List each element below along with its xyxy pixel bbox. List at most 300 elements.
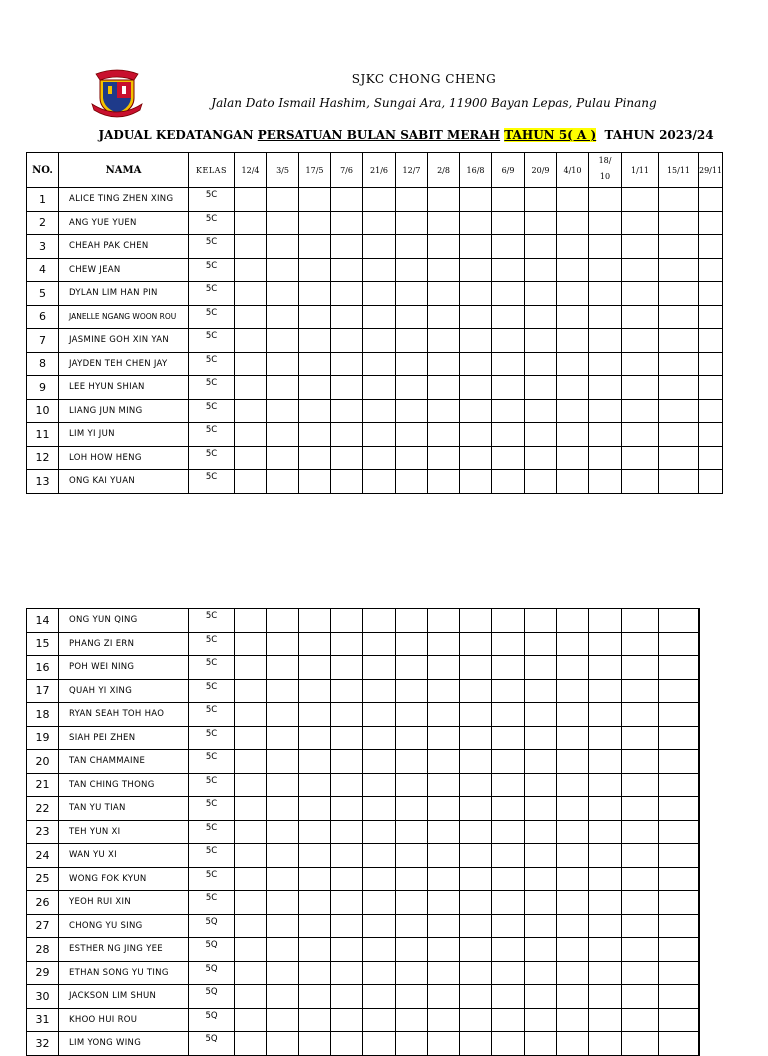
attendance-cell[interactable] [525,235,557,259]
attendance-cell[interactable] [557,188,589,212]
attendance-cell[interactable] [589,773,622,797]
attendance-cell[interactable] [699,797,700,821]
attendance-cell[interactable] [299,867,331,891]
attendance-cell[interactable] [267,305,299,329]
attendance-cell[interactable] [299,1008,331,1032]
attendance-cell[interactable] [622,703,659,727]
attendance-cell[interactable] [659,399,699,423]
attendance-cell[interactable] [557,750,589,774]
attendance-cell[interactable] [396,211,428,235]
attendance-cell[interactable] [267,914,299,938]
attendance-cell[interactable] [525,820,557,844]
attendance-cell[interactable] [428,282,460,306]
attendance-cell[interactable] [525,352,557,376]
attendance-cell[interactable] [659,329,699,353]
attendance-cell[interactable] [267,891,299,915]
attendance-cell[interactable] [525,750,557,774]
attendance-cell[interactable] [699,235,723,259]
attendance-cell[interactable] [557,258,589,282]
attendance-cell[interactable] [622,961,659,985]
attendance-cell[interactable] [331,211,363,235]
attendance-cell[interactable] [267,282,299,306]
attendance-cell[interactable] [267,352,299,376]
attendance-cell[interactable] [659,258,699,282]
attendance-cell[interactable] [460,282,492,306]
attendance-cell[interactable] [299,750,331,774]
attendance-cell[interactable] [557,376,589,400]
attendance-cell[interactable] [331,726,363,750]
attendance-cell[interactable] [460,844,492,868]
attendance-cell[interactable] [460,1008,492,1032]
attendance-cell[interactable] [589,423,622,447]
attendance-cell[interactable] [525,797,557,821]
attendance-cell[interactable] [492,1032,525,1056]
attendance-cell[interactable] [363,961,396,985]
attendance-cell[interactable] [299,797,331,821]
attendance-cell[interactable] [235,820,267,844]
attendance-cell[interactable] [396,446,428,470]
attendance-cell[interactable] [299,470,331,494]
attendance-cell[interactable] [557,1032,589,1056]
attendance-cell[interactable] [492,844,525,868]
attendance-cell[interactable] [235,188,267,212]
attendance-cell[interactable] [659,446,699,470]
attendance-cell[interactable] [525,632,557,656]
attendance-cell[interactable] [659,656,699,680]
attendance-cell[interactable] [299,352,331,376]
attendance-cell[interactable] [235,1008,267,1032]
attendance-cell[interactable] [235,867,267,891]
attendance-cell[interactable] [622,609,659,633]
attendance-cell[interactable] [363,773,396,797]
attendance-cell[interactable] [363,352,396,376]
attendance-cell[interactable] [428,446,460,470]
attendance-cell[interactable] [428,305,460,329]
attendance-cell[interactable] [699,632,700,656]
attendance-cell[interactable] [557,726,589,750]
attendance-cell[interactable] [299,820,331,844]
attendance-cell[interactable] [589,470,622,494]
attendance-cell[interactable] [299,938,331,962]
attendance-cell[interactable] [622,867,659,891]
attendance-cell[interactable] [396,258,428,282]
attendance-cell[interactable] [460,235,492,259]
attendance-cell[interactable] [267,235,299,259]
attendance-cell[interactable] [659,211,699,235]
attendance-cell[interactable] [299,656,331,680]
attendance-cell[interactable] [299,914,331,938]
attendance-cell[interactable] [363,376,396,400]
attendance-cell[interactable] [589,305,622,329]
attendance-cell[interactable] [396,1008,428,1032]
attendance-cell[interactable] [699,399,723,423]
attendance-cell[interactable] [699,867,700,891]
attendance-cell[interactable] [589,1032,622,1056]
attendance-cell[interactable] [396,867,428,891]
attendance-cell[interactable] [299,235,331,259]
attendance-cell[interactable] [331,446,363,470]
attendance-cell[interactable] [235,773,267,797]
attendance-cell[interactable] [267,188,299,212]
attendance-cell[interactable] [267,399,299,423]
attendance-cell[interactable] [331,235,363,259]
attendance-cell[interactable] [235,726,267,750]
attendance-cell[interactable] [299,726,331,750]
attendance-cell[interactable] [267,867,299,891]
attendance-cell[interactable] [331,352,363,376]
attendance-cell[interactable] [235,985,267,1009]
attendance-cell[interactable] [622,188,659,212]
attendance-cell[interactable] [492,352,525,376]
attendance-cell[interactable] [492,891,525,915]
attendance-cell[interactable] [557,211,589,235]
attendance-cell[interactable] [363,1032,396,1056]
attendance-cell[interactable] [589,376,622,400]
attendance-cell[interactable] [659,470,699,494]
attendance-cell[interactable] [235,609,267,633]
attendance-cell[interactable] [460,329,492,353]
attendance-cell[interactable] [492,446,525,470]
attendance-cell[interactable] [557,938,589,962]
attendance-cell[interactable] [492,656,525,680]
attendance-cell[interactable] [363,235,396,259]
attendance-cell[interactable] [492,423,525,447]
attendance-cell[interactable] [235,329,267,353]
attendance-cell[interactable] [492,938,525,962]
attendance-cell[interactable] [267,258,299,282]
attendance-cell[interactable] [396,961,428,985]
attendance-cell[interactable] [460,632,492,656]
attendance-cell[interactable] [396,282,428,306]
attendance-cell[interactable] [460,961,492,985]
attendance-cell[interactable] [492,329,525,353]
attendance-cell[interactable] [589,609,622,633]
attendance-cell[interactable] [557,820,589,844]
attendance-cell[interactable] [428,679,460,703]
attendance-cell[interactable] [331,329,363,353]
attendance-cell[interactable] [525,891,557,915]
attendance-cell[interactable] [525,914,557,938]
attendance-cell[interactable] [235,750,267,774]
attendance-cell[interactable] [235,914,267,938]
attendance-cell[interactable] [492,1008,525,1032]
attendance-cell[interactable] [363,1008,396,1032]
attendance-cell[interactable] [428,985,460,1009]
attendance-cell[interactable] [396,703,428,727]
attendance-cell[interactable] [363,470,396,494]
attendance-cell[interactable] [557,329,589,353]
attendance-cell[interactable] [460,376,492,400]
attendance-cell[interactable] [363,750,396,774]
attendance-cell[interactable] [331,305,363,329]
attendance-cell[interactable] [235,446,267,470]
attendance-cell[interactable] [622,914,659,938]
attendance-cell[interactable] [363,609,396,633]
attendance-cell[interactable] [659,773,699,797]
attendance-cell[interactable] [622,352,659,376]
attendance-cell[interactable] [331,703,363,727]
attendance-cell[interactable] [659,703,699,727]
attendance-cell[interactable] [396,399,428,423]
attendance-cell[interactable] [299,305,331,329]
attendance-cell[interactable] [659,282,699,306]
attendance-cell[interactable] [363,820,396,844]
attendance-cell[interactable] [492,985,525,1009]
attendance-cell[interactable] [428,750,460,774]
attendance-cell[interactable] [235,938,267,962]
attendance-cell[interactable] [589,820,622,844]
attendance-cell[interactable] [267,797,299,821]
attendance-cell[interactable] [659,423,699,447]
attendance-cell[interactable] [699,985,700,1009]
attendance-cell[interactable] [622,891,659,915]
attendance-cell[interactable] [557,656,589,680]
attendance-cell[interactable] [396,632,428,656]
attendance-cell[interactable] [460,470,492,494]
attendance-cell[interactable] [699,1032,700,1056]
attendance-cell[interactable] [589,938,622,962]
attendance-cell[interactable] [589,1008,622,1032]
attendance-cell[interactable] [659,632,699,656]
attendance-cell[interactable] [331,282,363,306]
attendance-cell[interactable] [428,258,460,282]
attendance-cell[interactable] [267,750,299,774]
attendance-cell[interactable] [460,1032,492,1056]
attendance-cell[interactable] [363,188,396,212]
attendance-cell[interactable] [428,235,460,259]
attendance-cell[interactable] [525,938,557,962]
attendance-cell[interactable] [396,609,428,633]
attendance-cell[interactable] [363,305,396,329]
attendance-cell[interactable] [699,891,700,915]
attendance-cell[interactable] [589,726,622,750]
attendance-cell[interactable] [622,773,659,797]
attendance-cell[interactable] [699,961,700,985]
attendance-cell[interactable] [267,1008,299,1032]
attendance-cell[interactable] [299,446,331,470]
attendance-cell[interactable] [363,211,396,235]
attendance-cell[interactable] [299,211,331,235]
attendance-cell[interactable] [525,446,557,470]
attendance-cell[interactable] [622,726,659,750]
attendance-cell[interactable] [428,211,460,235]
attendance-cell[interactable] [428,1008,460,1032]
attendance-cell[interactable] [525,470,557,494]
attendance-cell[interactable] [267,376,299,400]
attendance-cell[interactable] [396,773,428,797]
attendance-cell[interactable] [492,235,525,259]
attendance-cell[interactable] [622,376,659,400]
attendance-cell[interactable] [331,376,363,400]
attendance-cell[interactable] [235,891,267,915]
attendance-cell[interactable] [557,867,589,891]
attendance-cell[interactable] [699,1008,700,1032]
attendance-cell[interactable] [492,632,525,656]
attendance-cell[interactable] [428,891,460,915]
attendance-cell[interactable] [557,985,589,1009]
attendance-cell[interactable] [589,399,622,423]
attendance-cell[interactable] [267,773,299,797]
attendance-cell[interactable] [492,773,525,797]
attendance-cell[interactable] [659,188,699,212]
attendance-cell[interactable] [525,399,557,423]
attendance-cell[interactable] [331,470,363,494]
attendance-cell[interactable] [428,632,460,656]
attendance-cell[interactable] [428,726,460,750]
attendance-cell[interactable] [492,961,525,985]
attendance-cell[interactable] [589,750,622,774]
attendance-cell[interactable] [492,282,525,306]
attendance-cell[interactable] [622,399,659,423]
attendance-cell[interactable] [331,423,363,447]
attendance-cell[interactable] [331,891,363,915]
attendance-cell[interactable] [659,961,699,985]
attendance-cell[interactable] [492,820,525,844]
attendance-cell[interactable] [525,867,557,891]
attendance-cell[interactable] [622,938,659,962]
attendance-cell[interactable] [428,609,460,633]
attendance-cell[interactable] [699,446,723,470]
attendance-cell[interactable] [525,656,557,680]
attendance-cell[interactable] [589,329,622,353]
attendance-cell[interactable] [557,914,589,938]
attendance-cell[interactable] [659,1032,699,1056]
attendance-cell[interactable] [267,844,299,868]
attendance-cell[interactable] [492,726,525,750]
attendance-cell[interactable] [363,258,396,282]
attendance-cell[interactable] [363,844,396,868]
attendance-cell[interactable] [428,329,460,353]
attendance-cell[interactable] [299,703,331,727]
attendance-cell[interactable] [622,985,659,1009]
attendance-cell[interactable] [363,726,396,750]
attendance-cell[interactable] [622,679,659,703]
attendance-cell[interactable] [428,352,460,376]
attendance-cell[interactable] [460,820,492,844]
attendance-cell[interactable] [299,282,331,306]
attendance-cell[interactable] [396,188,428,212]
attendance-cell[interactable] [396,352,428,376]
attendance-cell[interactable] [460,750,492,774]
attendance-cell[interactable] [460,867,492,891]
attendance-cell[interactable] [659,609,699,633]
attendance-cell[interactable] [525,423,557,447]
attendance-cell[interactable] [428,797,460,821]
attendance-cell[interactable] [589,985,622,1009]
attendance-cell[interactable] [460,656,492,680]
attendance-cell[interactable] [396,726,428,750]
attendance-cell[interactable] [331,609,363,633]
attendance-cell[interactable] [299,679,331,703]
attendance-cell[interactable] [363,703,396,727]
attendance-cell[interactable] [363,632,396,656]
attendance-cell[interactable] [363,446,396,470]
attendance-cell[interactable] [589,867,622,891]
attendance-cell[interactable] [699,914,700,938]
attendance-cell[interactable] [299,423,331,447]
attendance-cell[interactable] [525,985,557,1009]
attendance-cell[interactable] [428,470,460,494]
attendance-cell[interactable] [363,679,396,703]
attendance-cell[interactable] [363,797,396,821]
attendance-cell[interactable] [659,985,699,1009]
attendance-cell[interactable] [235,703,267,727]
attendance-cell[interactable] [622,632,659,656]
attendance-cell[interactable] [331,632,363,656]
attendance-cell[interactable] [235,399,267,423]
attendance-cell[interactable] [622,258,659,282]
attendance-cell[interactable] [699,423,723,447]
attendance-cell[interactable] [331,1008,363,1032]
attendance-cell[interactable] [557,352,589,376]
attendance-cell[interactable] [428,867,460,891]
attendance-cell[interactable] [428,656,460,680]
attendance-cell[interactable] [699,329,723,353]
attendance-cell[interactable] [622,1032,659,1056]
attendance-cell[interactable] [331,867,363,891]
attendance-cell[interactable] [331,1032,363,1056]
attendance-cell[interactable] [267,423,299,447]
attendance-cell[interactable] [396,679,428,703]
attendance-cell[interactable] [659,726,699,750]
attendance-cell[interactable] [267,470,299,494]
attendance-cell[interactable] [396,750,428,774]
attendance-cell[interactable] [267,609,299,633]
attendance-cell[interactable] [589,211,622,235]
attendance-cell[interactable] [331,985,363,1009]
attendance-cell[interactable] [396,797,428,821]
attendance-cell[interactable] [525,305,557,329]
attendance-cell[interactable] [460,423,492,447]
attendance-cell[interactable] [428,188,460,212]
attendance-cell[interactable] [235,1032,267,1056]
attendance-cell[interactable] [492,914,525,938]
attendance-cell[interactable] [492,703,525,727]
attendance-cell[interactable] [525,376,557,400]
attendance-cell[interactable] [525,961,557,985]
attendance-cell[interactable] [699,352,723,376]
attendance-cell[interactable] [460,188,492,212]
attendance-cell[interactable] [460,352,492,376]
attendance-cell[interactable] [525,258,557,282]
attendance-cell[interactable] [267,703,299,727]
attendance-cell[interactable] [235,282,267,306]
attendance-cell[interactable] [331,399,363,423]
attendance-cell[interactable] [299,773,331,797]
attendance-cell[interactable] [589,797,622,821]
attendance-cell[interactable] [557,305,589,329]
attendance-cell[interactable] [299,844,331,868]
attendance-cell[interactable] [396,470,428,494]
attendance-cell[interactable] [396,891,428,915]
attendance-cell[interactable] [589,961,622,985]
attendance-cell[interactable] [699,703,700,727]
attendance-cell[interactable] [363,399,396,423]
attendance-cell[interactable] [492,188,525,212]
attendance-cell[interactable] [659,938,699,962]
attendance-cell[interactable] [363,938,396,962]
attendance-cell[interactable] [622,1008,659,1032]
attendance-cell[interactable] [589,656,622,680]
attendance-cell[interactable] [622,656,659,680]
attendance-cell[interactable] [428,914,460,938]
attendance-cell[interactable] [557,679,589,703]
attendance-cell[interactable] [557,609,589,633]
attendance-cell[interactable] [492,609,525,633]
attendance-cell[interactable] [492,867,525,891]
attendance-cell[interactable] [699,258,723,282]
attendance-cell[interactable] [235,235,267,259]
